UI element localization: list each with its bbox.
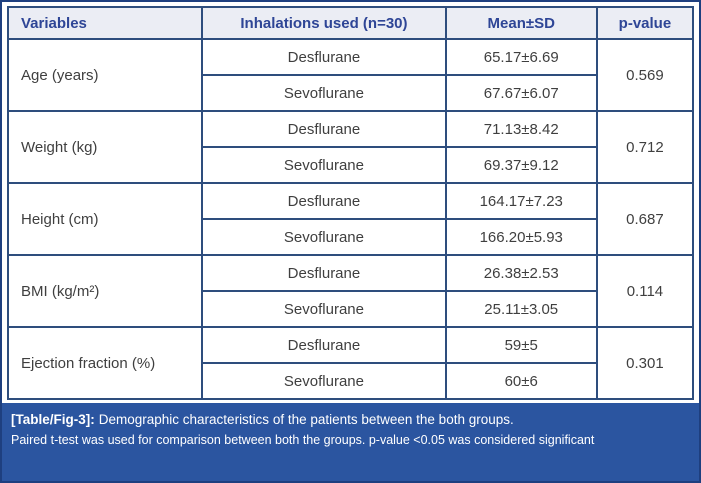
table-caption: [2, 403, 699, 481]
mean-sd-cell: 59±5: [446, 327, 597, 363]
mean-sd-cell: 25.11±3.05: [446, 291, 597, 327]
table-row: [8, 255, 693, 291]
agent-cell: Desflurane: [202, 111, 445, 147]
variable-cell: Age (years): [8, 39, 202, 111]
mean-sd-cell: 69.37±9.12: [446, 147, 597, 183]
table-row: [8, 183, 693, 219]
table-row: [8, 39, 693, 75]
mean-sd-cell: 164.17±7.23: [446, 183, 597, 219]
p-value-cell: 0.569: [597, 39, 693, 111]
p-value-cell: 0.712: [597, 111, 693, 183]
caption-note: Paired t-test was used for comparison between both the groups. p-value <0.05 was considered significant: [11, 432, 595, 447]
variable-cell: Height (cm): [8, 183, 202, 255]
p-value-cell: 0.687: [597, 183, 693, 255]
header-variables: Variables: [8, 7, 202, 39]
table-row: [8, 327, 693, 363]
caption-title-line: [11, 410, 690, 430]
agent-cell: Desflurane: [202, 183, 445, 219]
header-row: [8, 7, 693, 39]
mean-sd-cell: 65.17±6.69: [446, 39, 597, 75]
variable-cell: Ejection fraction (%): [8, 327, 202, 399]
variable-cell: BMI (kg/m²): [8, 255, 202, 327]
mean-sd-cell: 60±6: [446, 363, 597, 399]
p-value-cell: 0.114: [597, 255, 693, 327]
agent-cell: Desflurane: [202, 255, 445, 291]
p-value-cell: 0.301: [597, 327, 693, 399]
agent-cell: Sevoflurane: [202, 291, 445, 327]
caption-label: [Table/Fig-3]:: [11, 412, 95, 427]
mean-sd-cell: 26.38±2.53: [446, 255, 597, 291]
variable-cell: Weight (kg): [8, 111, 202, 183]
agent-cell: Sevoflurane: [202, 219, 445, 255]
agent-cell: Desflurane: [202, 39, 445, 75]
table-area: [2, 2, 699, 403]
mean-sd-cell: 166.20±5.93: [446, 219, 597, 255]
caption-title: Demographic characteristics of the patients between the both groups.: [98, 412, 514, 427]
agent-cell: Sevoflurane: [202, 363, 445, 399]
demographics-table: [7, 6, 694, 400]
mean-sd-cell: 67.67±6.07: [446, 75, 597, 111]
table-row: [8, 111, 693, 147]
mean-sd-cell: 71.13±8.42: [446, 111, 597, 147]
header-p-value: p-value: [597, 7, 693, 39]
agent-cell: Sevoflurane: [202, 75, 445, 111]
header-inhalations: Inhalations used (n=30): [202, 7, 445, 39]
agent-cell: Desflurane: [202, 327, 445, 363]
header-mean-sd: Mean±SD: [446, 7, 597, 39]
agent-cell: Sevoflurane: [202, 147, 445, 183]
